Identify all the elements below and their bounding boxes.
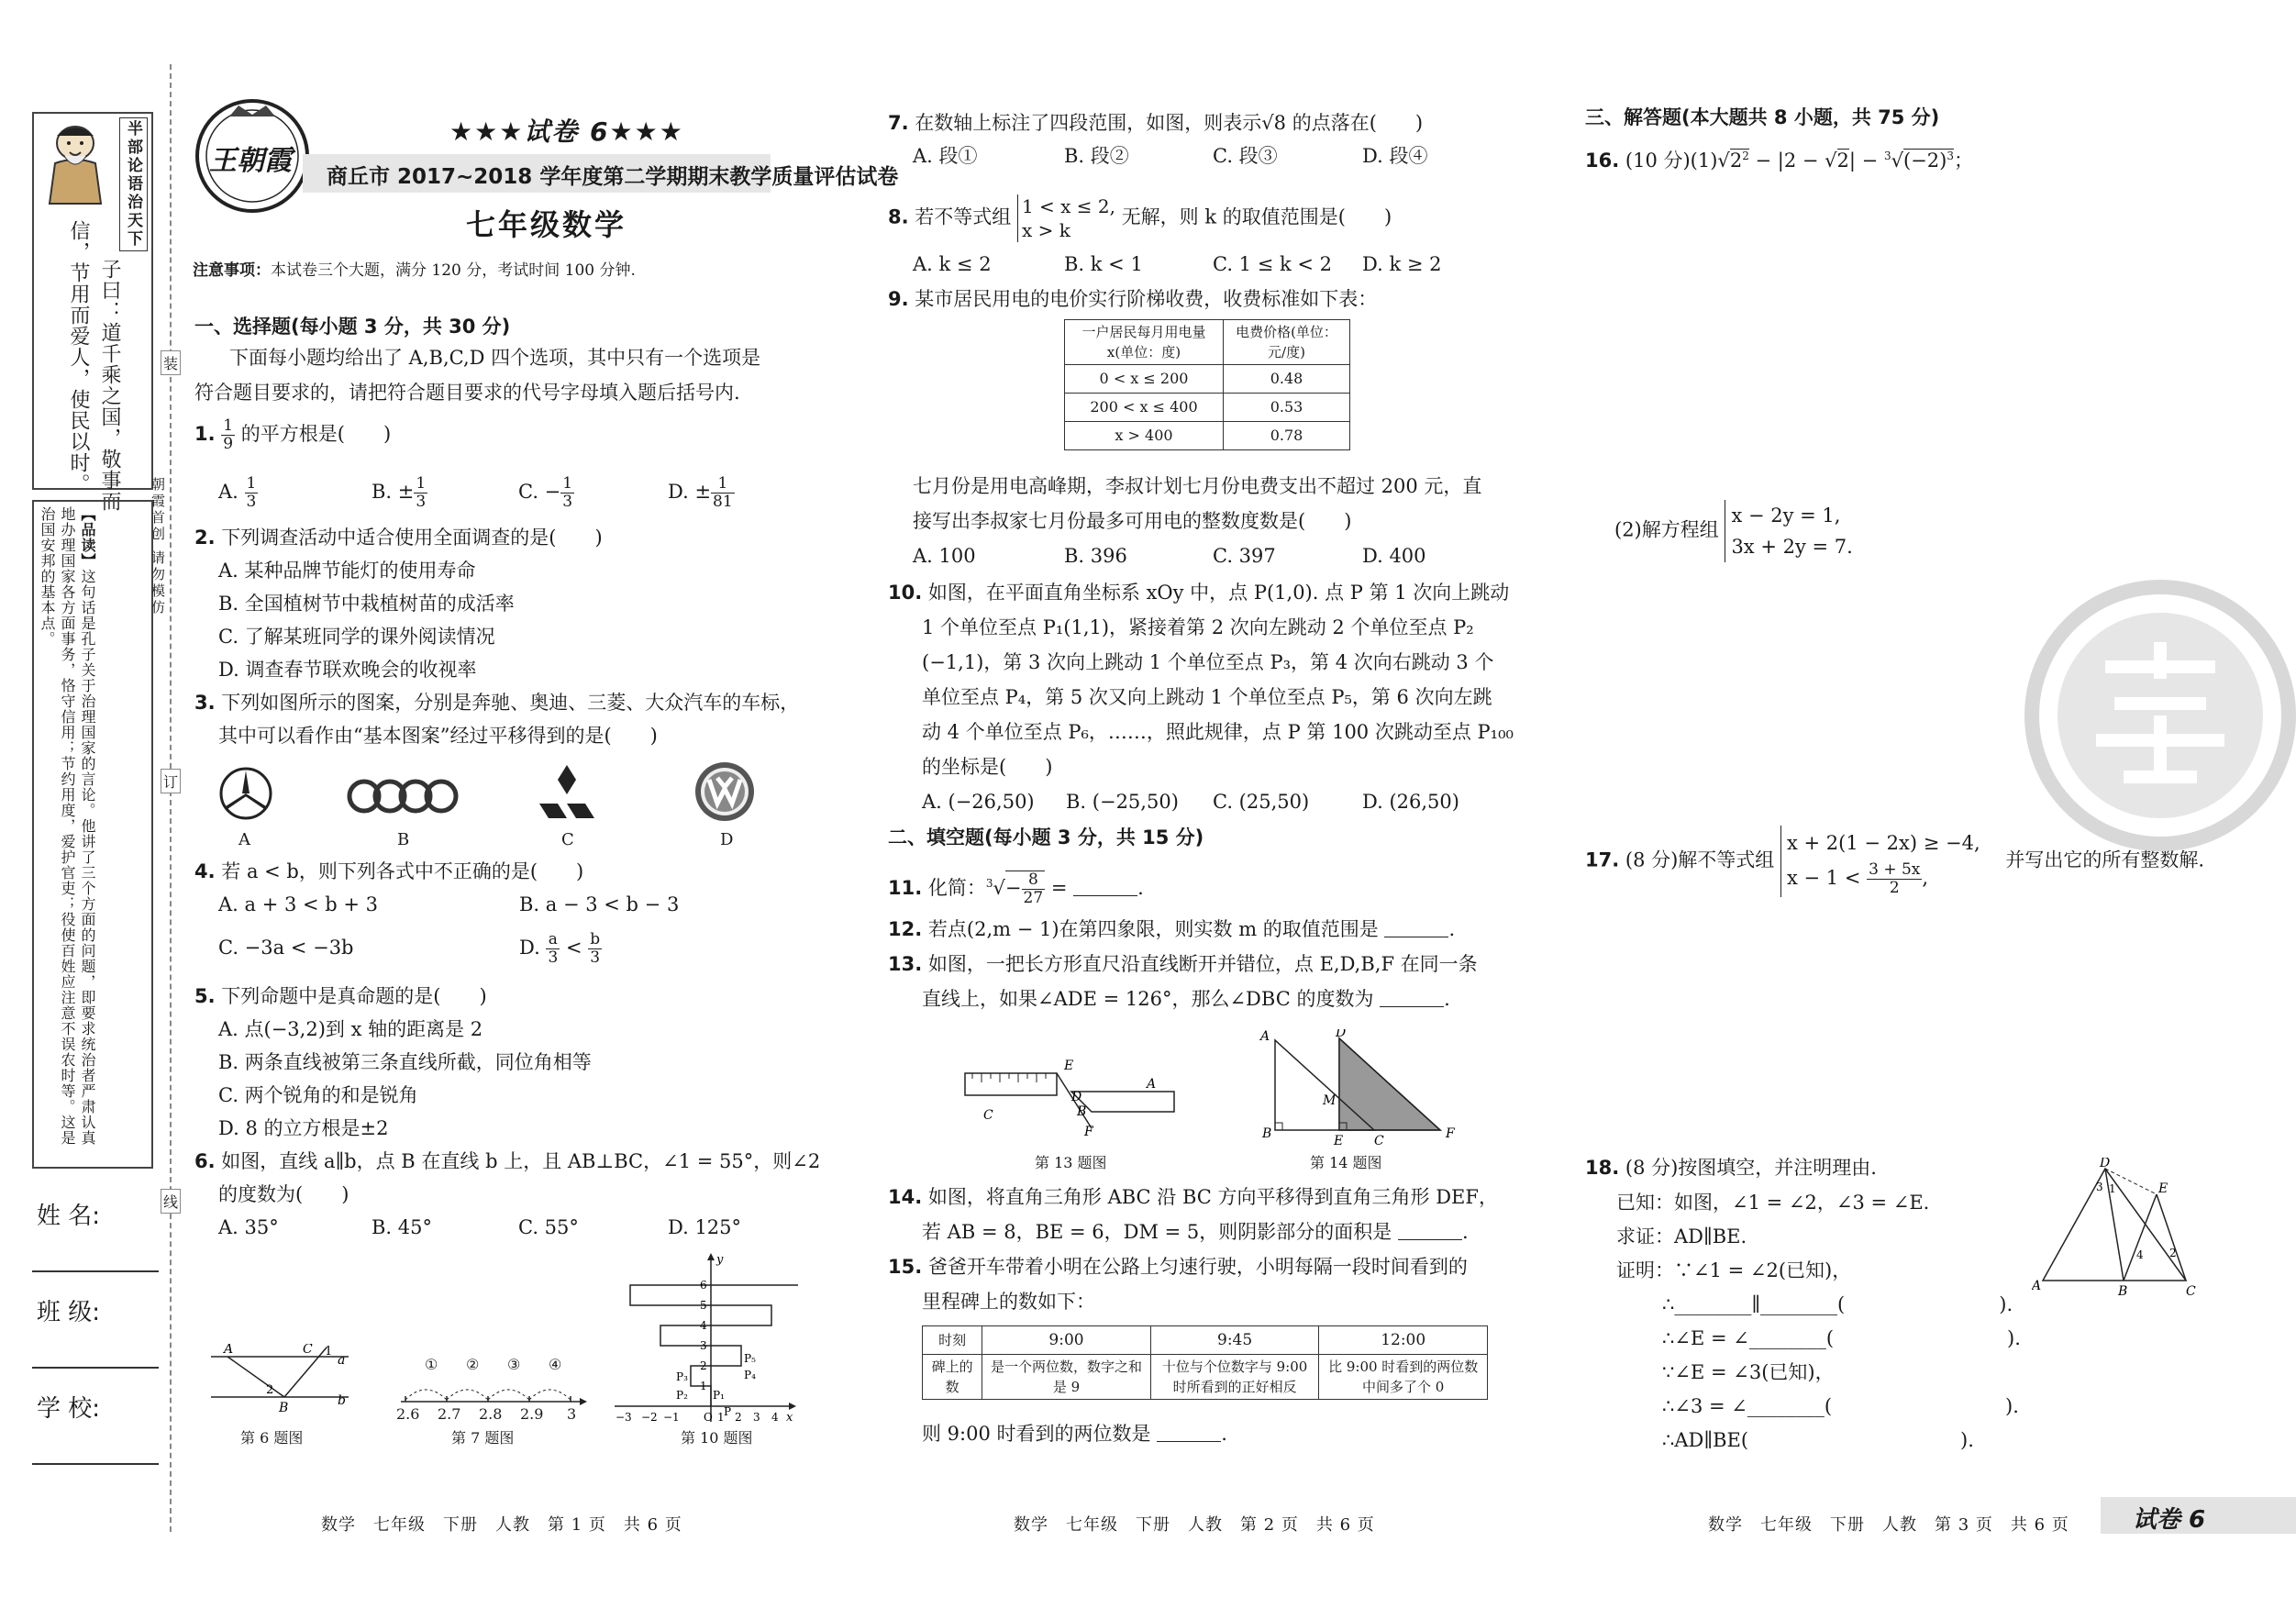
footer-tag: 试卷 6 (2133, 1506, 2206, 1534)
q15-line-2: 里程碑上的数如下： (922, 1291, 1095, 1313)
q18-line-7: ∵∠E = ∠3(已知)， (1662, 1361, 1835, 1383)
svg-text:C: C (2186, 1284, 2196, 1299)
q13-line-1: 13. 如图，一把长方形直尺沿直线断开并错位，点 E,D,B,F 在同一条 (888, 953, 1478, 975)
q9-option-d[interactable]: D. 400 (1362, 545, 1426, 567)
svg-text:5: 5 (700, 1299, 707, 1312)
q3-label-c: C (561, 830, 574, 849)
svg-text:3: 3 (2096, 1181, 2103, 1193)
svg-text:b: b (338, 1393, 346, 1408)
q10-option-c[interactable]: C. (25,50) (1213, 791, 1310, 813)
q7-option-a[interactable]: A. 段① (913, 145, 978, 167)
numline-tick-3: 3 (567, 1405, 577, 1423)
q13-blank[interactable] (1380, 990, 1444, 1007)
school-field-line[interactable] (32, 1463, 159, 1465)
q6-line-1: 6. 如图，直线 a∥b，点 B 在直线 b 上，且 AB⊥BC，∠1 = 55°，则∠2 (194, 1150, 821, 1172)
q2-number: 2. (194, 527, 216, 549)
q18-line-3: 求证：AD∥BE. (1616, 1225, 1747, 1248)
q2-option-a[interactable]: A. 某种品牌节能灯的使用寿命 (218, 560, 476, 582)
svg-text:4: 4 (700, 1319, 707, 1332)
svg-text:y: y (716, 1253, 724, 1267)
svg-text:1: 1 (700, 1380, 707, 1392)
q5: 5. 下列命题中是真命题的是( ) (194, 985, 487, 1007)
q8-option-a[interactable]: A. k ≤ 2 (913, 253, 992, 275)
q9-row2-price: 0.53 (1224, 394, 1350, 422)
q15-blank[interactable] (1157, 1425, 1221, 1442)
binding-mark-1: 装 (161, 350, 181, 375)
svg-text:4: 4 (771, 1411, 779, 1424)
q6-option-d[interactable]: D. 125° (668, 1216, 742, 1238)
q10-line-3: (−1,1)，第 3 次向上跳动 1 个单位至点 P₃，第 4 次向右跳动 3 个 (922, 651, 1494, 673)
q3-line-2: 其中可以看作由“基本图案”经过平移得到的是( ) (218, 725, 658, 747)
numline-tick-28: 2.8 (479, 1405, 503, 1423)
svg-text:C: C (303, 1344, 313, 1357)
q4-option-b[interactable]: B. a − 3 < b − 3 (519, 893, 680, 915)
section1-intro-2: 符合题目要求的，请把符合题目要求的代号字母填入题后括号内. (194, 382, 740, 404)
reading-label: 【品读】 (79, 506, 96, 569)
q8-option-d[interactable]: D. k ≥ 2 (1362, 253, 1442, 275)
svg-text:C: C (1374, 1134, 1384, 1148)
svg-text:D: D (1071, 1090, 1082, 1104)
paper-number: ★★★试卷 6★★★ (449, 116, 684, 147)
volkswagen-logo-icon[interactable] (693, 760, 757, 827)
q14-line-1: 14. 如图，将直角三角形 ABC 沿 BC 方向平移得到直角三角形 DEF， (888, 1186, 1498, 1208)
section3-heading: 三、解答题(本大题共 8 小题，共 75 分) (1585, 106, 1940, 128)
q10-line-6: 的坐标是( ) (922, 756, 1053, 778)
logo-text: 王朝霞 (209, 145, 292, 177)
q2-stem: 下列调查活动中适合使用全面调查的是( ) (221, 527, 603, 549)
svg-text:−3: −3 (616, 1411, 632, 1424)
q9-option-b[interactable]: B. 396 (1064, 545, 1127, 567)
footer-page-3: 数学 七年级 下册 人教 第 3 页 共 6 页 (1708, 1515, 2069, 1535)
q8-option-b[interactable]: B. k < 1 (1064, 253, 1143, 275)
name-field-label: 姓 名: (37, 1203, 101, 1230)
svg-text:1: 1 (325, 1345, 333, 1359)
q7-option-b[interactable]: B. 段② (1064, 145, 1129, 167)
figure-14-caption: 第 14 题图 (1310, 1154, 1382, 1171)
q9-row1-price: 0.48 (1224, 365, 1350, 394)
svg-text:1: 1 (2109, 1182, 2116, 1195)
q16-part2: (2)解方程组 x − 2y = 1, 3x + 2y = 7. (1614, 500, 1853, 562)
figure-6-caption: 第 6 题图 (240, 1429, 304, 1447)
q12: 12. 若点(2,m − 1)在第四象限，则实数 m 的取值范围是 . (888, 918, 1456, 940)
q16-part1: 16. (10 分)$(1)√2^2 - |2 - √2| - ^3√(-2)^3$； (1585, 150, 1973, 172)
svg-text:−1: −1 (663, 1411, 680, 1424)
binding-note: 朝霞首创 请勿模仿 (150, 477, 166, 616)
q18-line-5[interactable]: ∴________∥________( ). (1662, 1293, 2013, 1315)
q5-option-d[interactable]: D. 8 的立方根是±2 (218, 1117, 389, 1139)
q9-row1-usage: 0 < x ≤ 200 (1065, 365, 1224, 394)
svg-text:2: 2 (266, 1383, 274, 1397)
mitsubishi-logo-icon[interactable] (535, 763, 599, 826)
reading-text (37, 506, 97, 1158)
q1-option-c[interactable]: C. − $\frac{1}{3}$ (518, 474, 573, 511)
q9-row2-usage: 200 < x ≤ 400 (1065, 394, 1224, 422)
q4: 4. 若 a < b，则下列各式中不正确的是( ) (194, 860, 584, 882)
q9-option-c[interactable]: C. 397 (1213, 545, 1276, 567)
svg-text:2: 2 (700, 1359, 707, 1372)
q11-blank[interactable] (1073, 879, 1137, 896)
q1-fraction: $\frac{1}{9}$ (223, 416, 234, 453)
q7-option-d[interactable]: D. 段④ (1362, 145, 1428, 167)
figure-6 (211, 1344, 358, 1421)
numline-tick-26: 2.6 (396, 1405, 420, 1423)
quote-text-1: 子曰：道千乘之国，敬事而 (98, 259, 121, 512)
q2-option-b[interactable]: B. 全国植树节中栽植树苗的成活率 (218, 593, 515, 615)
q6-option-c[interactable]: C. 55° (518, 1216, 579, 1238)
q18-line-8[interactable]: ∴∠3 = ∠________( ). (1662, 1395, 2019, 1417)
notice (193, 257, 636, 280)
q18-line-1: 18. (8 分)按图填空，并注明理由. (1585, 1157, 1877, 1179)
segment-label-3: ③ (507, 1356, 521, 1373)
svg-text:F: F (1446, 1126, 1455, 1141)
q3-label-b: B (397, 830, 410, 849)
svg-text:P₄: P₄ (744, 1369, 756, 1381)
q10-option-d[interactable]: D. (26,50) (1362, 791, 1459, 813)
q1-option-b[interactable]: B. ± $\frac{1}{3}$ (372, 474, 427, 511)
q18-line-2: 已知：如图，∠1 = ∠2，∠3 = ∠E. (1616, 1192, 1930, 1214)
subject-title: 七年级数学 (466, 207, 627, 242)
q9-head-price: 电费价格(单位：元/度) (1224, 320, 1350, 365)
notice-text: 本试卷三个大题，满分 120 分，考试时间 100 分钟. (271, 261, 636, 280)
q15-row-label: 碑上的数 (923, 1355, 982, 1400)
q11: 11. 化简：$^3$√− $\frac{8}{27}$ = . (888, 871, 1144, 907)
school-field-label: 学 校: (37, 1395, 101, 1423)
figure-13 (963, 1055, 1183, 1141)
binding-mark-3: 线 (161, 1189, 181, 1214)
exam-title: 商丘市 2017~2018 学年度第二学期期末教学质量评估试卷 (327, 165, 899, 189)
section1-heading: 一、选择题(每小题 3 分，共 30 分) (194, 316, 511, 338)
figure-10 (610, 1252, 798, 1430)
q3-label-a: A (238, 830, 250, 849)
segment-label-2: ② (466, 1356, 480, 1373)
svg-text:F: F (1084, 1125, 1093, 1137)
q15-cell-1200: 比 9:00 时看到的两位数中间多了个 0 (1319, 1355, 1488, 1400)
svg-text:P₃: P₃ (676, 1370, 688, 1383)
q14-line-2: 若 AB = 8，BE = 6，DM = 5，则阴影部分的面积是 . (922, 1221, 1469, 1243)
q18-line-4: 证明：∵∠1 = ∠2(已知)， (1616, 1259, 1852, 1281)
q10-line-5: 动 4 个单位至点 P₆，……，照此规律，点 P 第 100 次跳动至点 P₁₀₀ (922, 721, 1514, 743)
svg-text:O: O (704, 1411, 713, 1424)
q1-option-d[interactable]: D. ± $\frac{1}{81}$ (668, 474, 733, 511)
svg-text:B: B (279, 1401, 289, 1415)
mercedes-logo-icon[interactable] (218, 766, 273, 825)
svg-text:P₅: P₅ (744, 1352, 756, 1365)
section2-heading: 二、填空题(每小题 3 分，共 15 分) (888, 826, 1204, 848)
q9-after-2: 接写出李叔家七月份最多可用电的整数度数是( ) (913, 510, 1352, 532)
q15-head-900: 9:00 (982, 1326, 1151, 1355)
numline-tick-29: 2.9 (520, 1405, 544, 1423)
q10-line-2: 1 个单位至点 P₁(1,1)，紧接着第 2 次向左跳动 2 个单位至点 P₂ (922, 616, 1474, 638)
svg-text:B: B (1262, 1126, 1272, 1141)
svg-text:E: E (2158, 1181, 2168, 1196)
segment-label-4: ④ (549, 1356, 562, 1373)
q5-option-a[interactable]: A. 点(−3,2)到 x 轴的距离是 2 (218, 1018, 483, 1040)
q13-line-2: 直线上，如果∠ADE = 126°，那么∠DBC 的度数为 . (922, 988, 1450, 1010)
q5-option-c[interactable]: C. 两个锐角的和是锐角 (218, 1084, 418, 1106)
segment-label-1: ① (425, 1356, 438, 1373)
name-field-line[interactable] (32, 1270, 159, 1272)
q15-head-1200: 12:00 (1319, 1326, 1488, 1355)
figure-14 (1257, 1029, 1468, 1152)
svg-text:1: 1 (717, 1411, 725, 1424)
q10-option-a[interactable]: A. (−26,50) (922, 791, 1035, 813)
footer-page-2: 数学 七年级 下册 人教 第 2 页 共 6 页 (1014, 1515, 1375, 1535)
q5-option-b[interactable]: B. 两条直线被第三条直线所截，同位角相等 (218, 1051, 592, 1073)
q9: 9. 某市居民用电的电价实行阶梯收费，收费标准如下表： (888, 288, 1378, 310)
figure-7-caption: 第 7 题图 (451, 1429, 515, 1447)
svg-text:A: A (224, 1344, 234, 1357)
q2 (194, 521, 603, 555)
notice-label: 注意事项： (193, 261, 271, 280)
svg-text:3: 3 (700, 1339, 707, 1352)
q9-price-table (1064, 319, 1350, 450)
svg-text:A: A (1260, 1029, 1270, 1044)
q17: 17. (8 分)解不等式组 x + 2(1 − 2x) ≥ −4, x − 1 < $\frac{3 + 5x}{2}$ , 并写出它的所有整数解. (1585, 826, 2204, 897)
figure-10-caption: 第 10 题图 (681, 1429, 753, 1447)
q15-after: 则 9:00 时看到的两位数是 . (922, 1423, 1227, 1445)
q10-option-b[interactable]: B. (−25,50) (1066, 791, 1179, 813)
q7: 7. 在数轴上标注了四段范围，如图，则表示√8 的点落在( ) (888, 112, 1424, 134)
q8: 8. 若不等式组 1 < x ≤ 2, x > k 无解，则 k 的取值范围是( ) (888, 195, 1392, 241)
q18-line-9[interactable]: ∴AD∥BE( ). (1662, 1429, 1974, 1451)
q9-row3-price: 0.78 (1224, 422, 1350, 450)
svg-text:P₁: P₁ (713, 1389, 725, 1402)
svg-text:4: 4 (2136, 1248, 2144, 1261)
svg-text:B: B (1077, 1104, 1087, 1119)
svg-text:M: M (1323, 1093, 1337, 1108)
q1 (194, 417, 391, 453)
svg-text:D: D (1336, 1029, 1347, 1040)
svg-text:3: 3 (753, 1411, 760, 1424)
q9-head-usage: 一户居民每月用电量 x(单位：度) (1065, 320, 1224, 365)
q14-blank[interactable] (1398, 1223, 1462, 1240)
q10-line-4: 单位至点 P₄，第 5 次又向上跳动 1 个单位至点 P₅，第 6 次向左跳 (922, 686, 1492, 708)
class-field-label: 班 级: (37, 1299, 101, 1326)
q1-stem: 的平方根是( ) (240, 423, 392, 445)
figure-18 (2032, 1158, 2197, 1308)
footer-page-1: 数学 七年级 下册 人教 第 1 页 共 6 页 (321, 1515, 682, 1535)
svg-text:B: B (2118, 1284, 2128, 1299)
q1-option-a[interactable]: A. $\frac{1}{3}$ (218, 474, 257, 511)
q15-milestone-table (922, 1325, 1488, 1400)
q15-head-945: 9:45 (1150, 1326, 1319, 1355)
reading-body: 这句话是孔子关于治理国家的言论。他讲了三个方面的问题，即要求统治者严肃认真地办理国家各方面事务，恪守信用；节约用度，爱护官吏；役使百姓应注意不误农时等。这是治国安邦的基本点。 (39, 506, 96, 1146)
seal-watermark-icon (2023, 578, 2296, 857)
svg-text:D: D (2100, 1158, 2111, 1170)
figure-13-caption: 第 13 题图 (1035, 1154, 1107, 1171)
q18-line-6[interactable]: ∴∠E = ∠________( ). (1662, 1327, 2021, 1349)
q12-blank[interactable] (1384, 920, 1448, 937)
q1-number: 1. (194, 423, 216, 445)
svg-text:2: 2 (735, 1411, 742, 1424)
q15-cell-900: 是一个两位数，数字之和是 9 (982, 1355, 1151, 1400)
q15-cell-945: 十位与个位数字与 9:00 时所看到的正好相反 (1150, 1355, 1319, 1400)
q4-option-c[interactable]: C. −3a < −3b (218, 937, 354, 959)
svg-text:P: P (724, 1405, 732, 1418)
binding-line (170, 64, 172, 1532)
q9-row3-usage: x > 400 (1065, 422, 1224, 450)
audi-logo-icon[interactable] (344, 778, 463, 818)
q6-option-a[interactable]: A. 35° (218, 1216, 279, 1238)
numline-tick-27: 2.7 (438, 1405, 461, 1423)
class-field-line[interactable] (32, 1367, 159, 1369)
q2-option-d[interactable]: D. 调查春节联欢晚会的收视率 (218, 659, 477, 681)
q6-line-2: 的度数为( ) (218, 1183, 349, 1205)
q4-option-a[interactable]: A. a + 3 < b + 3 (218, 893, 379, 915)
q7-option-c[interactable]: C. 段③ (1213, 145, 1278, 167)
confucius-icon (37, 116, 116, 207)
q9-after-1: 七月份是用电高峰期，李叔计划七月份电费支出不超过 200 元，直 (913, 475, 1482, 497)
q4-option-d[interactable]: D. $\frac{a}{3}$ < $\frac{b}{3}$ (519, 930, 601, 967)
svg-text:E: E (1334, 1134, 1344, 1148)
q15-line-1: 15. 爸爸开车带着小明在公路上匀速行驶，小明每隔一段时间看到的 (888, 1256, 1468, 1278)
svg-text:A: A (1147, 1077, 1157, 1092)
q10-line-1: 10. 如图，在平面直角坐标系 xOy 中，点 P(1,0). 点 P 第 1 次向上跳动 (888, 582, 1510, 604)
svg-text:6: 6 (700, 1279, 707, 1292)
q2-option-c[interactable]: C. 了解某班同学的课外阅读情况 (218, 626, 495, 648)
svg-text:2: 2 (2169, 1247, 2177, 1259)
q6-option-b[interactable]: B. 45° (372, 1216, 433, 1238)
svg-text:P₂: P₂ (676, 1389, 688, 1402)
svg-text:C: C (983, 1108, 993, 1123)
svg-text:A: A (2032, 1279, 2042, 1293)
q15-head-time: 时刻 (923, 1326, 982, 1355)
binding-mark-2: 订 (161, 769, 181, 793)
svg-text:E: E (1064, 1059, 1074, 1073)
q9-option-a[interactable]: A. 100 (913, 545, 976, 567)
svg-text:−2: −2 (641, 1411, 658, 1424)
q3-label-d: D (720, 830, 734, 849)
q3-line-1: 3. 下列如图所示的图案，分别是奔驰、奥迪、三菱、大众汽车的车标， (194, 692, 800, 714)
q8-option-c[interactable]: C. 1 ≤ k < 2 (1213, 253, 1333, 275)
quote-source: 半部论语治天下 (119, 117, 148, 251)
quote-text-2: 信，节用而爱人，使民以时。 (67, 220, 90, 494)
section1-intro-1: 下面每小题均给出了 A,B,C,D 四个选项，其中只有一个选项是 (229, 347, 761, 369)
svg-text:x: x (786, 1411, 793, 1425)
svg-text:a: a (338, 1353, 346, 1368)
